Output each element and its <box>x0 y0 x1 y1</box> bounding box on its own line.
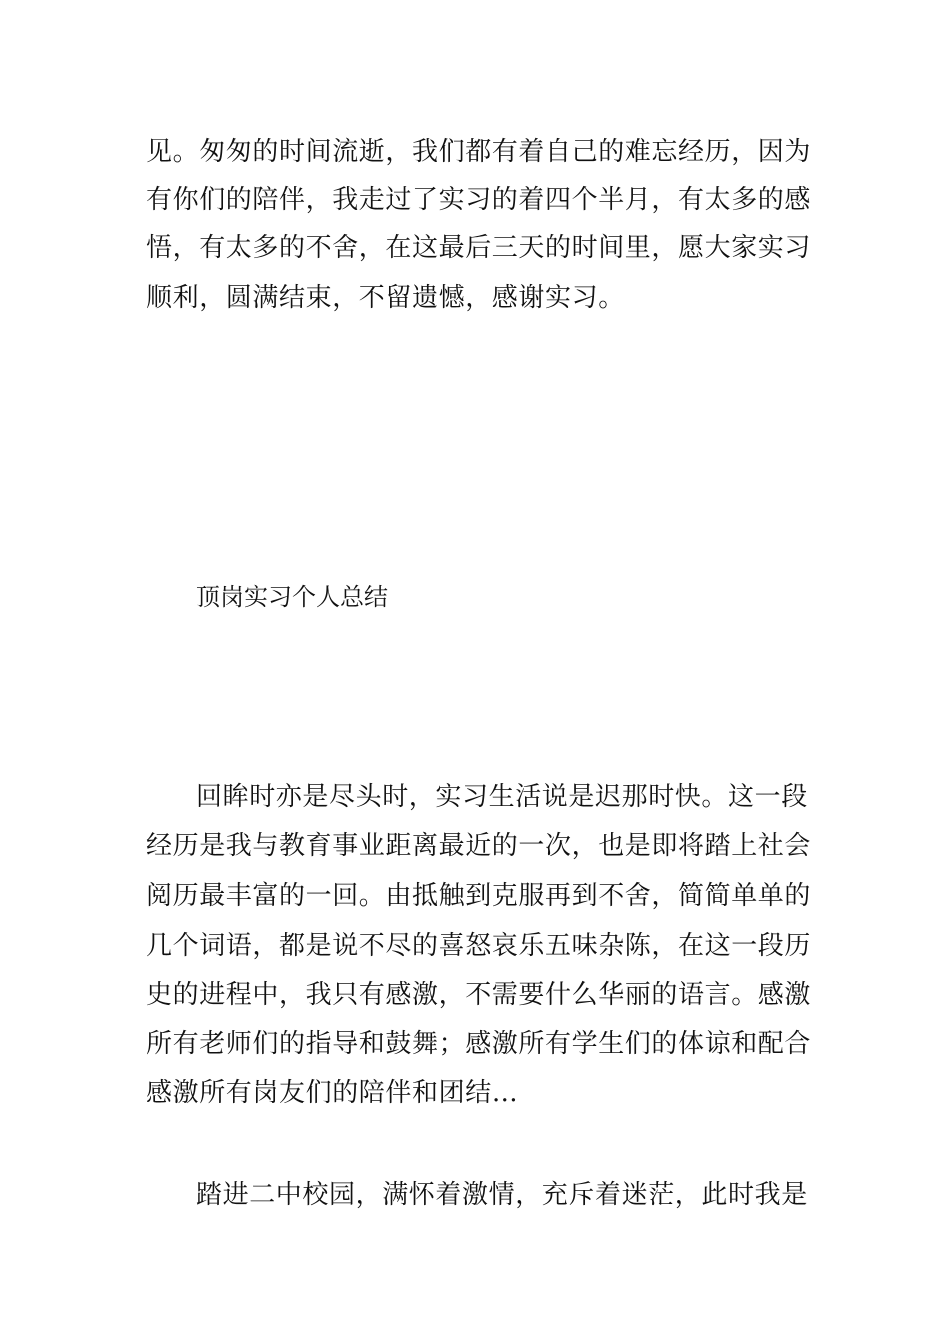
paragraph-line: 经历是我与教育事业距离最近的一次，也是即将踏上社会 <box>146 831 812 861</box>
paragraph-line: 所有老师们的指导和鼓舞；感激所有学生们的体谅和配合 <box>146 1029 812 1059</box>
paragraph-line: 感激所有岗友们的陪伴和团结… <box>146 1078 519 1108</box>
paragraph-line: 有你们的陪伴，我走过了实习的着四个半月，有太多的感 <box>146 185 812 215</box>
paragraph-line: 回眸时亦是尽头时，实习生活说是迟那时快。这一段 <box>196 782 808 812</box>
paragraph-line: 几个词语，都是说不尽的喜怒哀乐五味杂陈，在这一段历 <box>146 931 812 961</box>
paragraph-line: 见。匆匆的时间流逝，我们都有着自己的难忘经历，因为 <box>146 137 812 167</box>
section-heading: 顶岗实习个人总结 <box>196 583 388 611</box>
paragraph-line: 阅历最丰富的一回。由抵触到克服再到不舍，简简单单的 <box>146 881 812 911</box>
paragraph-line: 踏进二中校园，满怀着激情，充斥着迷茫，此时我是 <box>196 1180 808 1210</box>
paragraph-line: 顺利，圆满结束，不留遗憾，感谢实习。 <box>146 283 625 313</box>
paragraph-line: 史的进程中，我只有感激，不需要什么华丽的语言。感激 <box>146 980 812 1010</box>
paragraph-line: 悟，有太多的不舍，在这最后三天的时间里，愿大家实习 <box>146 233 812 263</box>
